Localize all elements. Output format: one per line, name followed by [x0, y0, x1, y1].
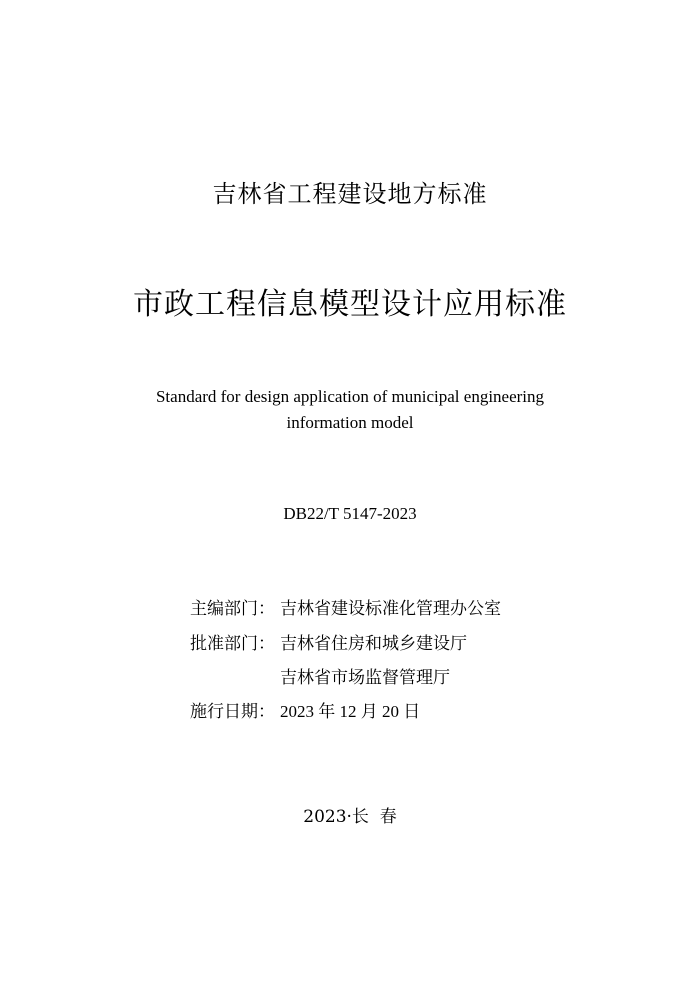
effective-date-row — [190, 700, 420, 724]
effective-date-value: 2023 年 12 月 20 日 — [280, 702, 421, 721]
editor-department-value: 吉林省建设标准化管理办公室 — [280, 599, 501, 619]
approver-department-row — [190, 632, 467, 656]
publication-place: 2023·长 春 — [303, 807, 397, 827]
main-title: 市政工程信息模型设计应用标准 — [133, 287, 567, 322]
approver-department-label: 批准部门： — [190, 634, 275, 654]
standard-code: DB22/T 5147-2023 — [283, 504, 417, 523]
editor-department-label: 主编部门： — [190, 599, 275, 619]
english-title-line-1: Standard for design application of municipal engineering — [155, 387, 545, 406]
english-title-line-2: information model — [286, 413, 414, 432]
series-title: 吉林省工程建设地方标准 — [212, 180, 488, 208]
english-title — [0, 384, 700, 436]
approver-department-value-2: 吉林省市场监督管理厅 — [280, 668, 450, 688]
effective-date-label: 施行日期： — [190, 702, 275, 722]
editor-department-row — [190, 597, 501, 621]
approver-department-value-1: 吉林省住房和城乡建设厅 — [280, 634, 467, 654]
approver-department-row-2 — [190, 666, 450, 690]
